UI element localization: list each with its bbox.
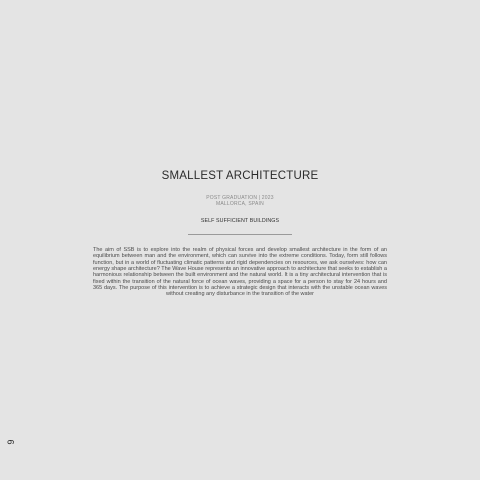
page-title: SMALLEST ARCHITECTURE xyxy=(161,170,319,182)
section-label: SELF SUFFICIENT BUILDINGS xyxy=(200,218,280,224)
subtitle-location: MALLORCA, SPAIN xyxy=(216,201,264,207)
divider-line xyxy=(188,234,292,235)
page-number xyxy=(5,433,17,451)
body-paragraph: The aim of SSB is to explore into the realm of physical forces and develop smallest architecture in the form of an equilibrium between man and the environment, which can survive into the extreme conditions. Today, form still follows function, but in a world of fluctuating climatic patterns and rigid dependencies on resources, we ask ourselves: how can energy shape architecture? The Wave House represents an innovative approach to architecture that seeks to establish a harmonious relationship between the built environment and the natural world. It is a tiny architectural intervention that is fixed within the transition of the natural force of ocean waves, providing a space for a person to stay for 24 hours and 365 days. The purpose of this intervention is to achieve a strategic design that interacts with the unstable ocean waves without creating any disturbance in the transition of the water xyxy=(93,247,387,298)
subtitle-date: POST GRADUATION | 2023 xyxy=(206,195,274,201)
page-number-text: 6 xyxy=(5,439,16,445)
